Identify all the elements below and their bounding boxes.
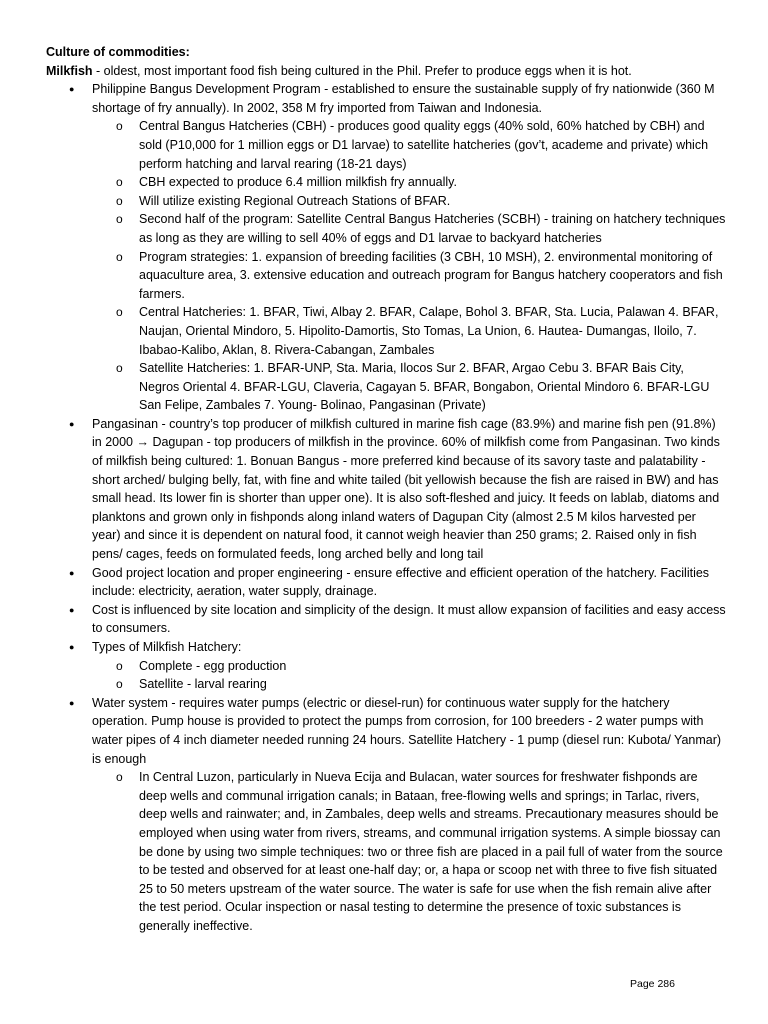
lead-label: Milkfish xyxy=(46,63,93,78)
sub-item: o Satellite Hatcheries: 1. BFAR-UNP, Sta. Maria, Ilocos Sur 2. BFAR, Argao Cebu 3. BFAR Bais City, Negros Oriental 4. BFAR-LGU, Claveria, Cagayan 5. BFAR, Bongabon, Oriental Mindoro 6. BFAR-LGU San Felipe, Zambales 7. Young- Bolinao, Pangasinan (Private) xyxy=(139,359,726,415)
bullet-text: Philippine Bangus Development Program - established to ensure the sustainable supply of fry nationwide (360 M shortage of fry annually). In 2002, 358 M fry imported from Taiwan and Indonesia. xyxy=(92,82,715,115)
bullet-item xyxy=(92,564,726,601)
document-page xyxy=(46,43,726,936)
sub-item: o CBH expected to produce 6.4 million milkfish fry annually. xyxy=(139,173,726,192)
bullet-text: Water system - requires water pumps (electric or diesel-run) for continuous water supply for the hatchery operation. Pump house is provided to protect the pumps from corrosion, for 100 breeders - 2 water pumps with water pipes of 4 inch diameter needed running 24 hours. Satellite Hatchery - 1 pump (diesel run: Kubota/ Yanmar) is enough xyxy=(92,695,722,766)
page-number: Page 286 xyxy=(630,978,675,990)
bullet-text: Types of Milkfish Hatchery: xyxy=(92,640,242,654)
sub-item: o Complete - egg production xyxy=(139,657,726,676)
sub-list xyxy=(92,657,726,694)
bullet-item xyxy=(92,601,726,638)
sub-list xyxy=(92,117,726,415)
bullet-item xyxy=(92,694,726,936)
sub-item: o Central Hatcheries: 1. BFAR, Tiwi, Albay 2. BFAR, Calape, Bohol 3. BFAR, Sta. Lucia, Palawan 4. BFAR, Naujan, Oriental Mindoro, 5. Hipolito-Damortis, Sto Tomas, La Union, 6. Hautea- Dumangas, Iloilo, 7. Ibabao-Kalibo, Aklan, 8. Rivera-Cabangan, Zambales xyxy=(139,303,726,359)
lead-paragraph xyxy=(46,62,726,81)
bullet-text: Cost is influenced by site location and simplicity of the design. It must allow expansion of facilities and easy access to consumers. xyxy=(92,602,726,636)
sub-item: o Satellite - larval rearing xyxy=(139,675,726,694)
sub-item: o In Central Luzon, particularly in Nueva Ecija and Bulacan, water sources for freshwater fishponds are deep wells and communal irrigation canals; in Bataan, free-flowing wells and springs; in Tarlac, rivers, deep wells and rainwater; and, in Zambales, deep wells and streams. Precautionary measures should be employed when using water from rivers, streams, and communal irrigation systems. A simple biossay can be done by using two simple techniques: two or three fish are placed in a pail full of water from the source to be tested and observed for at least one-half day; or, a hapa or scoop net with three to five fish situated 25 to 50 meters upstream of the water source. The water is safe for use when the fish remain alive after the test period. Ocular inspection or nasal testing to determine the presence of toxic substances is generally ineffective. xyxy=(139,768,726,935)
section-heading: Culture of commodities: xyxy=(46,45,190,59)
bullet-text: Pangasinan - country’s top producer of milkfish cultured in marine fish cage (83.9%) and marine fish pen (91.8%) in 2000 → Dagupan - top producers of milkfish in the province. 60% of milkfish come from Pangasinan. Two kinds of milkfish being cultured: 1. Bonuan Bangus - more preferred kind because of its savory taste and palatability - short arched/ bulging belly, fat, with fine and white tailed (bit yellowish because the fish are raised in BW) and has small head. Its lower fin is shorter than upper one). It is also soft-fleshed and juicy. It feeds on lablab, diatoms and planktons and grown only in fishponds along inland waters of Dagupan City (almost 2.5 M kilos harvested per year) and since it is dependent on natural food, it cannot weigh heavier than 250 grams; 2. Raised only in fish pens/ cages, feeds on formulated feeds, long arched belly and long tail xyxy=(92,416,720,562)
bullet-text: Good project location and proper engineering - ensure effective and efficient operation of the hatchery. Facilities include: electricity, aeration, water supply, drainage. xyxy=(92,565,710,599)
sub-item: o Program strategies: 1. expansion of breeding facilities (3 CBH, 10 MSH), 2. environmental monitoring of aquaculture area, 3. extensive education and outreach program for Bangus hatchery cooperators and fish farmers. xyxy=(139,248,726,304)
bullet-item xyxy=(92,638,726,694)
bullet-item xyxy=(92,415,726,564)
lead-text: - oldest, most important food fish being cultured in the Phil. Prefer to produce eggs when it is hot. xyxy=(92,63,632,78)
bullet-list xyxy=(46,80,726,935)
sub-item: o Central Bangus Hatcheries (CBH) - produces good quality eggs (40% sold, 60% hatched by CBH) and sold (P10,000 for 1 million eggs or D1 larvae) to satellite hatcheries (gov’t, academe and private) which perform hatching and larval rearing (18-21 days) xyxy=(139,117,726,173)
sub-item: o Will utilize existing Regional Outreach Stations of BFAR. xyxy=(139,192,726,211)
bullet-item xyxy=(92,80,726,415)
sub-list xyxy=(92,768,726,935)
sub-item: o Second half of the program: Satellite Central Bangus Hatcheries (SCBH) - training on hatchery techniques as long as they are willing to sell 40% of eggs and D1 larvae to backyard hatcheries xyxy=(139,210,726,247)
